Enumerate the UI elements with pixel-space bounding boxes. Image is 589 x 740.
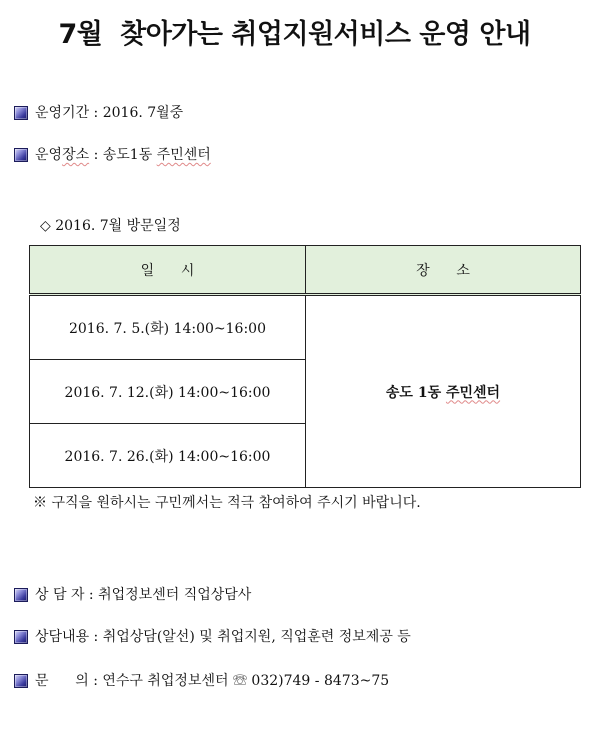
schedule-date-cell: 2016. 7. 5.(화) 14:00~16:00 bbox=[30, 295, 306, 360]
info-period-value: : 2016. 7월중 bbox=[89, 105, 184, 121]
schedule-table bbox=[29, 245, 581, 488]
schedule-date-cell: 2016. 7. 12.(화) 14:00~16:00 bbox=[30, 360, 306, 424]
contact-inquiry-row bbox=[14, 672, 389, 690]
header-place: 장 소 bbox=[306, 246, 581, 295]
contact-inquiry-label: 문 의 bbox=[35, 673, 89, 689]
info-location-value-pre: : 송도1동 bbox=[89, 147, 157, 163]
schedule-subtitle: ◇ 2016. 7월 방문일정 bbox=[40, 218, 181, 234]
contact-counselor-label: 상 담 자 bbox=[35, 587, 85, 603]
contact-content-label: 상담내용 bbox=[35, 629, 90, 645]
info-location-label-spell: 장소 bbox=[62, 147, 90, 163]
square-bullet-icon bbox=[14, 588, 28, 602]
square-bullet-icon bbox=[14, 106, 28, 120]
schedule-date-cell: 2016. 7. 26.(화) 14:00~16:00 bbox=[30, 424, 306, 488]
place-pre: 송도 1동 bbox=[385, 384, 446, 401]
info-period-row bbox=[14, 104, 183, 122]
info-location-row bbox=[14, 146, 211, 164]
info-location-value-spell: 주민센터 bbox=[156, 147, 211, 163]
square-bullet-icon bbox=[14, 674, 28, 688]
info-location-label-pre: 운영 bbox=[35, 147, 63, 163]
page-title: 7월 찾아가는 취업지원서비스 운영 안내 bbox=[58, 19, 531, 50]
contact-counselor-value: : 취업정보센터 직업상담사 bbox=[84, 587, 252, 603]
schedule-header-row bbox=[30, 246, 581, 295]
schedule-note: ※ 구직을 원하시는 구민께서는 적극 참여하여 주시기 바랍니다. bbox=[33, 495, 421, 511]
contact-content-row bbox=[14, 628, 411, 646]
header-datetime: 일 시 bbox=[30, 246, 306, 295]
square-bullet-icon bbox=[14, 630, 28, 644]
contact-counselor-row bbox=[14, 586, 251, 604]
info-period-label: 운영기간 bbox=[35, 105, 90, 121]
place-spell: 주민센터 bbox=[445, 384, 501, 401]
contact-inquiry-value: : 연수구 취업정보센터 ☏ 032)749 - 8473~75 bbox=[88, 673, 390, 689]
contact-content-value: : 취업상담(알선) 및 취업지원, 직업훈련 정보제공 등 bbox=[89, 629, 411, 645]
schedule-place-cell bbox=[306, 295, 581, 488]
square-bullet-icon bbox=[14, 148, 28, 162]
table-row bbox=[30, 295, 581, 360]
